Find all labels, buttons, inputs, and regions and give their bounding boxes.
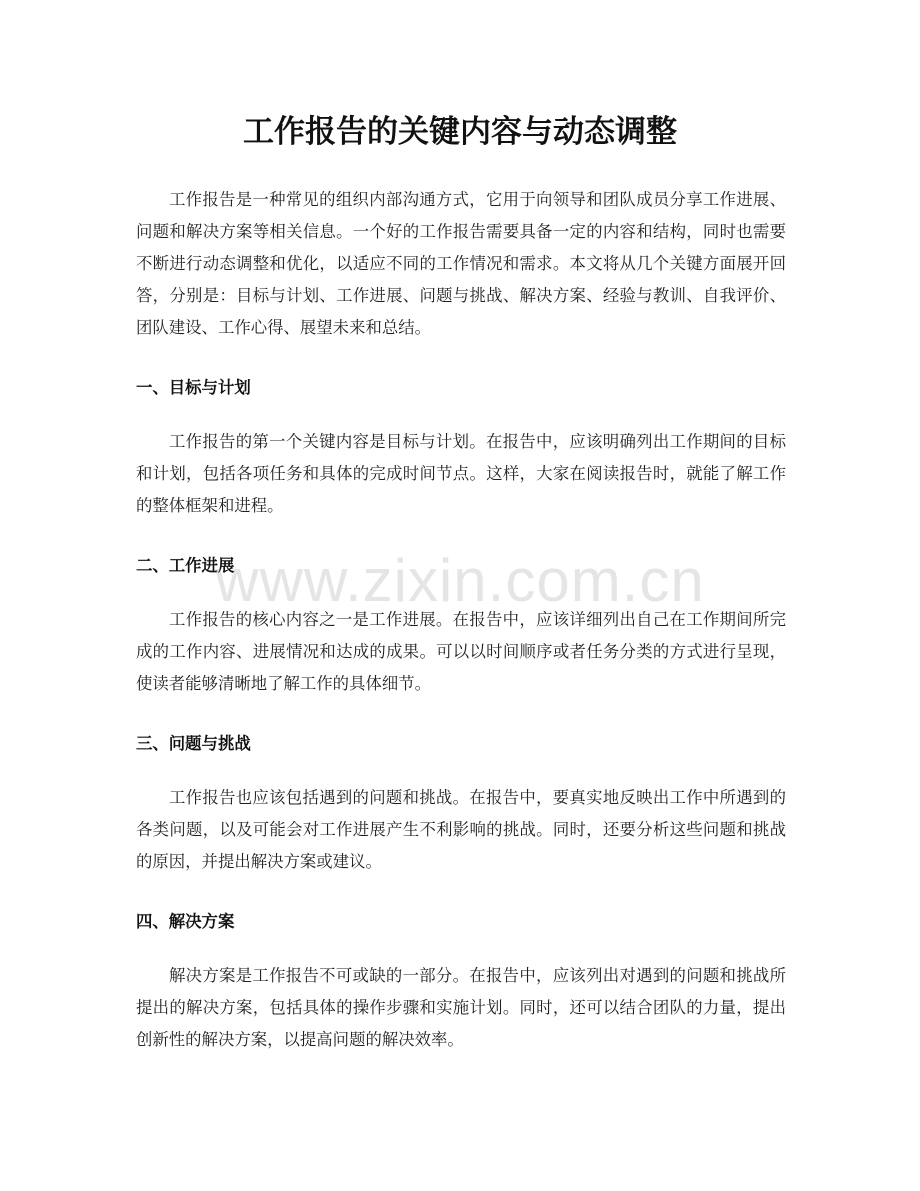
intro-paragraph: 工作报告是一种常见的组织内部沟通方式，它用于向领导和团队成员分享工作进展、问题和解决方案等相关信息。一个好的工作报告需要具备一定的内容和结构，同时也需要不断进行动态调整和优化，以适应不同的工作情况和需求。本文将从几个关键方面展开回答，分别是：目标与计划、工作进展、问题与挑战、解决方案、经验与教训、自我评价、团队建设、工作心得、展望未来和总结。: [136, 190, 786, 337]
section-body-progress: 工作报告的核心内容之一是工作进展。在报告中，应该详细列出自己在工作期间所完成的工作内容、进展情况和达成的成果。可以以时间顺序或者任务分类的方式进行呈现，使读者能够清晰地了解工作的具体细节。: [136, 610, 786, 693]
section-body-goals: 工作报告的第一个关键内容是目标与计划。在报告中，应该明确列出工作期间的目标和计划，包括各项任务和具体的完成时间节点。这样，大家在阅读报告时，就能了解工作的整体框架和进程。: [136, 432, 786, 515]
section-heading-solutions: 四、解决方案: [136, 912, 235, 931]
page-title: 工作报告的关键内容与动态调整: [243, 114, 677, 150]
section-heading-problems: 三、问题与挑战: [136, 734, 251, 753]
section-heading-goals: 一、目标与计划: [136, 378, 251, 397]
watermark: www.zixin.com.cn: [215, 547, 705, 614]
document-body: [136, 184, 786, 1056]
section-heading-progress: 二、工作进展: [136, 556, 235, 575]
section-body-problems: 工作报告也应该包括遇到的问题和挑战。在报告中，要真实地反映出工作中所遇到的各类问题，以及可能会对工作进展产生不利影响的挑战。同时，还要分析这些问题和挑战的原因，并提出解决方案或建议。: [136, 788, 786, 871]
section-body-solutions: 解决方案是工作报告不可或缺的一部分。在报告中，应该列出对遇到的问题和挑战所提出的解决方案，包括具体的操作步骤和实施计划。同时，还可以结合团队的力量，提出创新性的解决方案，以提高问题的解决效率。: [136, 966, 786, 1049]
